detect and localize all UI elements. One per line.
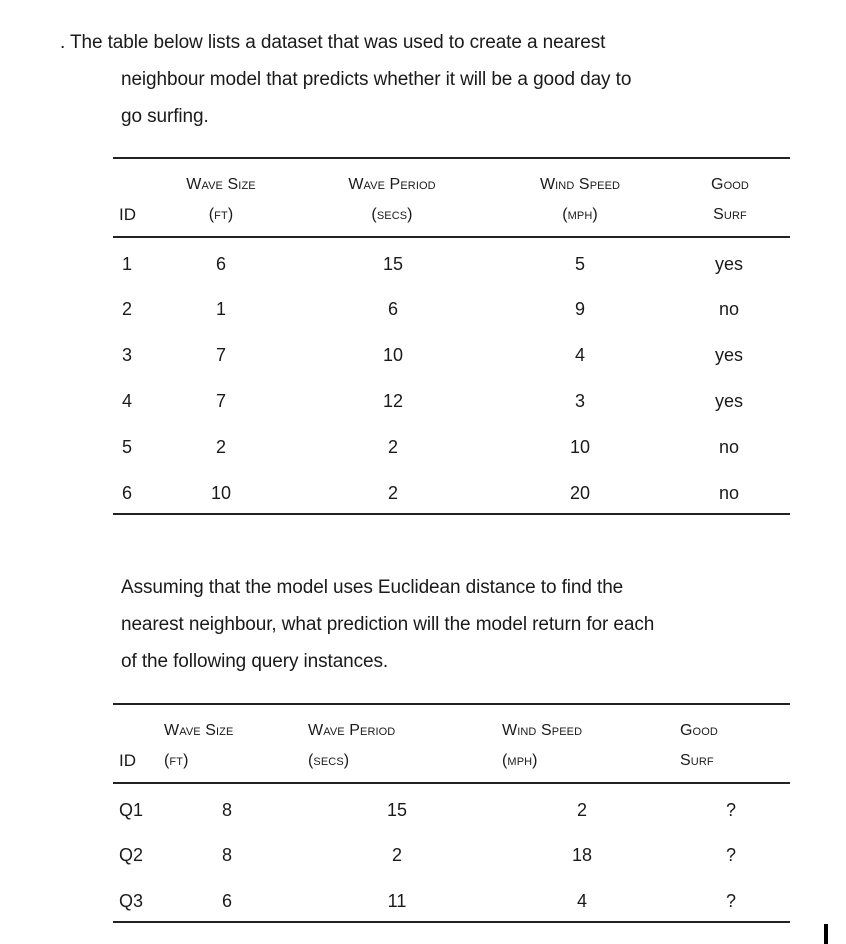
text-cursor	[824, 924, 828, 944]
table-cell-wind-speed: 4	[574, 345, 586, 365]
query-cell-wave-period: 2	[391, 845, 403, 865]
header-wave-size: Wave Size	[186, 176, 256, 193]
query-table-header-rule	[113, 782, 790, 784]
table-cell-wave-period: 12	[382, 391, 404, 411]
header-wind-speed-unit: (mph)	[562, 206, 598, 223]
header-wind-speed: Wind Speed	[539, 176, 621, 193]
table-cell-id: 5	[122, 437, 133, 457]
table-cell-wave-period: 10	[382, 345, 404, 365]
header-good: Good	[711, 176, 749, 193]
question-paragraph	[121, 569, 811, 680]
table-cell-good-surf: yes	[714, 345, 744, 365]
header-surf: Surf	[713, 206, 747, 223]
query-cell-good-surf: ?	[725, 891, 737, 911]
table-header-rule	[113, 236, 790, 238]
table-cell-wind-speed: 20	[569, 483, 591, 503]
query-header-id: ID	[119, 751, 136, 770]
table-cell-wind-speed: 5	[574, 254, 586, 274]
table-cell-wind-speed: 9	[574, 299, 586, 319]
query-cell-wave-size: 8	[221, 845, 233, 865]
query-header-wave-size-unit: (ft)	[164, 752, 189, 769]
question-line-3: of the following query instances.	[121, 651, 389, 672]
query-header-wave-size: Wave Size	[164, 722, 234, 739]
query-cell-wave-size: 6	[221, 891, 233, 911]
table-cell-wind-speed: 10	[569, 437, 591, 457]
table-top-rule	[113, 157, 790, 159]
query-cell-wind-speed: 2	[576, 800, 588, 820]
query-table-top-rule	[113, 703, 790, 705]
query-cell-wave-period: 15	[386, 800, 408, 820]
table-cell-wave-size: 10	[210, 483, 232, 503]
query-cell-wind-speed: 18	[571, 845, 593, 865]
table-cell-id: 2	[122, 299, 133, 319]
table-cell-good-surf: yes	[714, 391, 744, 411]
table-cell-good-surf: no	[718, 483, 740, 503]
query-cell-wave-period: 11	[387, 891, 407, 911]
intro-line-1: . The table below lists a dataset that was used to create a nearest	[60, 32, 606, 53]
table-cell-id: 1	[122, 254, 133, 274]
table-cell-wave-size: 7	[215, 391, 227, 411]
table-cell-wave-period: 6	[387, 299, 399, 319]
query-table-bottom-rule	[113, 921, 790, 923]
table-cell-wave-period: 15	[382, 254, 404, 274]
intro-line-2: neighbour model that predicts whether it will be a good day to	[121, 69, 632, 90]
table-bottom-rule	[113, 513, 790, 515]
table-cell-id: 6	[122, 483, 133, 503]
query-header-wave-period: Wave Period	[308, 722, 396, 739]
table-cell-id: 4	[122, 391, 133, 411]
table-cell-wave-size: 2	[215, 437, 227, 457]
table-cell-wave-size: 6	[215, 254, 227, 274]
query-cell-wave-size: 8	[221, 800, 233, 820]
table-cell-id: 3	[122, 345, 133, 365]
header-wave-period: Wave Period	[348, 176, 436, 193]
table-cell-wave-size: 1	[215, 299, 227, 319]
query-cell-id: Q3	[119, 891, 144, 911]
query-cell-id: Q1	[119, 800, 144, 820]
table-cell-wave-period: 2	[387, 483, 399, 503]
query-cell-good-surf: ?	[725, 845, 737, 865]
table-cell-wave-size: 7	[215, 345, 227, 365]
query-header-wind-speed: Wind Speed	[502, 722, 583, 739]
query-cell-wind-speed: 4	[576, 891, 588, 911]
query-header-wind-speed-unit: (mph)	[502, 752, 538, 769]
header-id: ID	[119, 205, 136, 224]
header-wave-period-unit: (secs)	[371, 206, 413, 223]
table-cell-good-surf: yes	[714, 254, 744, 274]
table-cell-good-surf: no	[718, 437, 740, 457]
question-line-1: Assuming that the model uses Euclidean distance to find the	[121, 577, 624, 598]
query-header-wave-period-unit: (secs)	[308, 752, 350, 769]
query-header-good: Good	[680, 722, 718, 739]
query-cell-id: Q2	[119, 845, 144, 865]
header-wave-size-unit: (ft)	[208, 206, 234, 223]
intro-paragraph	[60, 24, 800, 135]
query-cell-good-surf: ?	[725, 800, 737, 820]
intro-line-3: go surfing.	[121, 106, 209, 127]
question-line-2: nearest neighbour, what prediction will the model return for each	[121, 614, 655, 635]
query-header-surf: Surf	[680, 752, 714, 769]
table-cell-wave-period: 2	[387, 437, 399, 457]
table-cell-good-surf: no	[718, 299, 740, 319]
table-cell-wind-speed: 3	[574, 391, 586, 411]
